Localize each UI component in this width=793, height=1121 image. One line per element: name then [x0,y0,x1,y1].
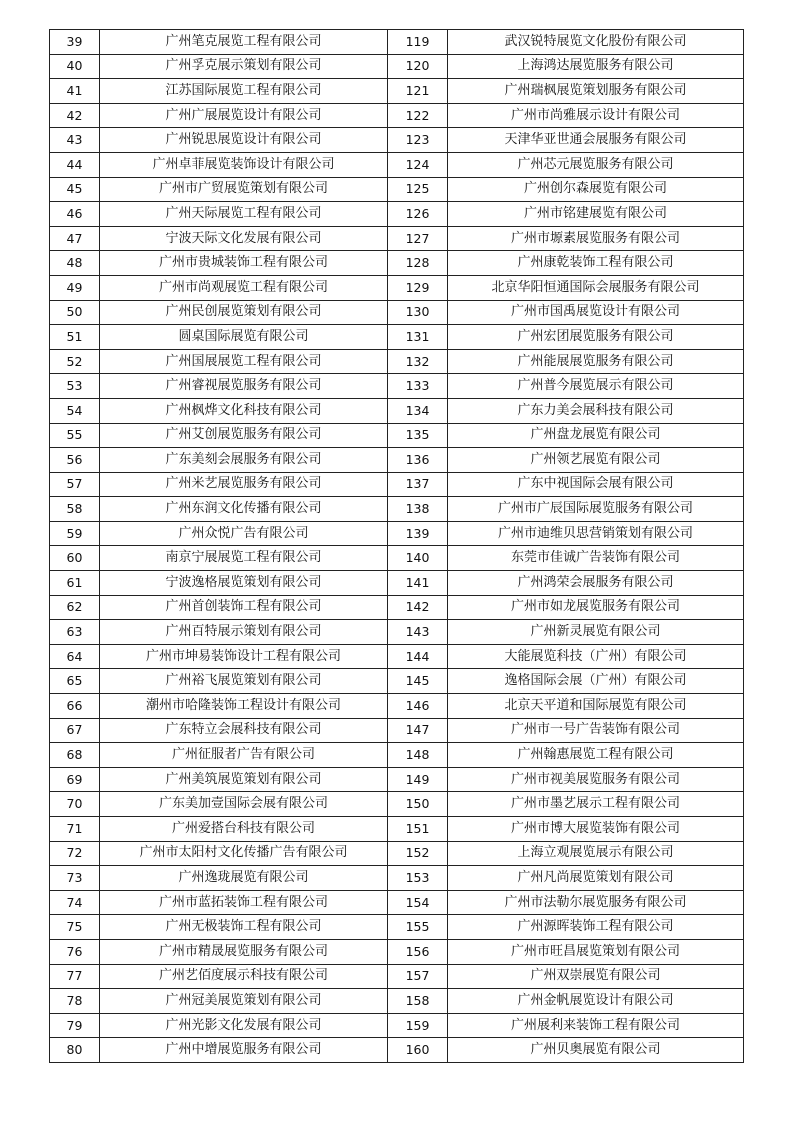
table-row [50,595,744,620]
row-number-left: 54 [50,398,100,423]
company-name-left: 广州睿视展览服务有限公司 [100,374,388,399]
company-name-right: 广州康乾装饰工程有限公司 [448,251,744,276]
row-number-right: 120 [388,54,448,79]
row-number-left: 49 [50,275,100,300]
row-number-left: 43 [50,128,100,153]
row-number-left: 70 [50,792,100,817]
company-name-right: 大能展览科技（广州）有限公司 [448,644,744,669]
company-name-left: 广州市太阳村文化传播广告有限公司 [100,841,388,866]
row-number-left: 63 [50,620,100,645]
row-number-left: 40 [50,54,100,79]
row-number-left: 66 [50,694,100,719]
row-number-right: 157 [388,964,448,989]
company-name-left: 广东特立会展科技有限公司 [100,718,388,743]
company-name-left: 广州锐思展览设计有限公司 [100,128,388,153]
table-row [50,644,744,669]
table-row [50,423,744,448]
company-name-left: 广州首创装饰工程有限公司 [100,595,388,620]
table-row [50,202,744,227]
row-number-left: 39 [50,30,100,55]
company-name-right: 广州市法勒尔展览服务有限公司 [448,890,744,915]
company-name-right: 广州普今展览展示有限公司 [448,374,744,399]
company-name-right: 广州源晖装饰工程有限公司 [448,915,744,940]
table-row [50,349,744,374]
row-number-left: 73 [50,866,100,891]
row-number-right: 153 [388,866,448,891]
row-number-left: 75 [50,915,100,940]
company-name-right: 广东中视国际会展有限公司 [448,472,744,497]
table-row [50,398,744,423]
row-number-left: 71 [50,817,100,842]
row-number-left: 72 [50,841,100,866]
row-number-right: 149 [388,767,448,792]
table-row [50,915,744,940]
company-name-right: 逸格国际会展（广州）有限公司 [448,669,744,694]
company-name-right: 广州盘龙展览有限公司 [448,423,744,448]
row-number-left: 45 [50,177,100,202]
company-name-left: 广州孚克展示策划有限公司 [100,54,388,79]
company-name-right: 广州市迪维贝思营销策划有限公司 [448,521,744,546]
company-name-right: 广州市广辰国际展览服务有限公司 [448,497,744,522]
row-number-left: 77 [50,964,100,989]
company-name-right: 广州市国禹展览设计有限公司 [448,300,744,325]
company-name-left: 广州中增展览服务有限公司 [100,1038,388,1063]
row-number-right: 144 [388,644,448,669]
row-number-right: 159 [388,1013,448,1038]
company-name-left: 广州市蓝拓装饰工程有限公司 [100,890,388,915]
company-name-right: 广州能展展览服务有限公司 [448,349,744,374]
row-number-right: 142 [388,595,448,620]
row-number-right: 141 [388,571,448,596]
table-row [50,1013,744,1038]
row-number-right: 125 [388,177,448,202]
table-row [50,890,744,915]
company-name-right: 广州创尔森展览有限公司 [448,177,744,202]
row-number-left: 80 [50,1038,100,1063]
company-table [49,29,744,1063]
row-number-left: 57 [50,472,100,497]
company-name-left: 宁波逸格展览策划有限公司 [100,571,388,596]
company-name-left: 广州逸珑展览有限公司 [100,866,388,891]
company-name-right: 广州领艺展览有限公司 [448,448,744,473]
row-number-right: 121 [388,79,448,104]
table-row [50,989,744,1014]
company-name-right: 广州新灵展览有限公司 [448,620,744,645]
row-number-right: 138 [388,497,448,522]
company-name-right: 广州金帆展览设计有限公司 [448,989,744,1014]
company-name-left: 广州众悦广告有限公司 [100,521,388,546]
table-row [50,1038,744,1063]
table-row [50,300,744,325]
company-name-left: 广州爱搭台科技有限公司 [100,817,388,842]
table-row [50,571,744,596]
company-name-left: 广东美加壹国际会展有限公司 [100,792,388,817]
row-number-right: 130 [388,300,448,325]
row-number-right: 133 [388,374,448,399]
table-row [50,743,744,768]
row-number-right: 122 [388,103,448,128]
row-number-right: 151 [388,817,448,842]
row-number-left: 58 [50,497,100,522]
table-row [50,620,744,645]
row-number-left: 74 [50,890,100,915]
row-number-right: 148 [388,743,448,768]
row-number-right: 160 [388,1038,448,1063]
company-name-left: 广州东润文化传播有限公司 [100,497,388,522]
row-number-right: 146 [388,694,448,719]
row-number-right: 143 [388,620,448,645]
company-name-left: 广州美筑展览策划有限公司 [100,767,388,792]
company-list-sheet [49,29,743,1063]
row-number-right: 139 [388,521,448,546]
company-name-left: 广州市精晟展览服务有限公司 [100,939,388,964]
row-number-left: 68 [50,743,100,768]
company-name-left: 圆桌国际展览有限公司 [100,325,388,350]
company-name-left: 广州市贵城装饰工程有限公司 [100,251,388,276]
table-row [50,866,744,891]
table-row [50,226,744,251]
company-name-right: 上海立观展览展示有限公司 [448,841,744,866]
company-name-left: 广州笔克展览工程有限公司 [100,30,388,55]
company-name-right: 广州市如龙展览服务有限公司 [448,595,744,620]
table-row [50,128,744,153]
company-name-right: 广州鸿荣会展服务有限公司 [448,571,744,596]
table-row [50,79,744,104]
company-name-right: 广州贝奥展览有限公司 [448,1038,744,1063]
row-number-right: 134 [388,398,448,423]
company-name-right: 广州宏团展览服务有限公司 [448,325,744,350]
row-number-left: 65 [50,669,100,694]
company-name-left: 广州广展展览设计有限公司 [100,103,388,128]
row-number-right: 123 [388,128,448,153]
company-name-left: 广州征服者广告有限公司 [100,743,388,768]
company-name-left: 潮州市哈隆装饰工程设计有限公司 [100,694,388,719]
row-number-right: 129 [388,275,448,300]
company-name-right: 广州瑞枫展览策划服务有限公司 [448,79,744,104]
company-name-right: 广州翰惠展览工程有限公司 [448,743,744,768]
table-row [50,767,744,792]
company-name-right: 广州市尚雅展示设计有限公司 [448,103,744,128]
row-number-left: 56 [50,448,100,473]
row-number-right: 155 [388,915,448,940]
table-row [50,251,744,276]
row-number-right: 152 [388,841,448,866]
row-number-right: 156 [388,939,448,964]
table-row [50,275,744,300]
company-name-right: 广州凡尚展览策划有限公司 [448,866,744,891]
row-number-left: 41 [50,79,100,104]
table-row [50,792,744,817]
row-number-right: 136 [388,448,448,473]
row-number-left: 52 [50,349,100,374]
company-name-right: 广州市视美展览服务有限公司 [448,767,744,792]
table-row [50,374,744,399]
company-name-right: 东莞市佳诚广告装饰有限公司 [448,546,744,571]
table-row [50,546,744,571]
table-row [50,472,744,497]
row-number-left: 44 [50,152,100,177]
company-name-right: 广州双崇展览有限公司 [448,964,744,989]
table-row [50,964,744,989]
row-number-right: 145 [388,669,448,694]
company-name-left: 广州艾创展览服务有限公司 [100,423,388,448]
row-number-left: 79 [50,1013,100,1038]
row-number-right: 119 [388,30,448,55]
table-row [50,669,744,694]
company-name-right: 广东力美会展科技有限公司 [448,398,744,423]
row-number-right: 131 [388,325,448,350]
table-row [50,939,744,964]
row-number-left: 50 [50,300,100,325]
row-number-left: 61 [50,571,100,596]
company-name-right: 广州芯元展览服务有限公司 [448,152,744,177]
company-name-left: 广州枫烨文化科技有限公司 [100,398,388,423]
table-row [50,448,744,473]
company-name-right: 北京天平道和国际展览有限公司 [448,694,744,719]
company-name-left: 广州艺佰度展示科技有限公司 [100,964,388,989]
row-number-left: 46 [50,202,100,227]
table-row [50,325,744,350]
row-number-right: 135 [388,423,448,448]
company-name-right: 上海鸿达展览服务有限公司 [448,54,744,79]
company-name-right: 广州市旺昌展览策划有限公司 [448,939,744,964]
company-name-right: 武汉锐特展览文化股份有限公司 [448,30,744,55]
company-name-left: 宁波天际文化发展有限公司 [100,226,388,251]
row-number-right: 127 [388,226,448,251]
row-number-left: 60 [50,546,100,571]
table-row [50,30,744,55]
company-name-left: 广州光影文化发展有限公司 [100,1013,388,1038]
company-name-left: 广州国展展览工程有限公司 [100,349,388,374]
row-number-left: 62 [50,595,100,620]
row-number-left: 64 [50,644,100,669]
company-name-left: 广州市坤易装饰设计工程有限公司 [100,644,388,669]
company-name-right: 广州市铭建展览有限公司 [448,202,744,227]
row-number-left: 48 [50,251,100,276]
company-name-right: 北京华阳恒通国际会展服务有限公司 [448,275,744,300]
company-table-body [50,30,744,1063]
row-number-right: 158 [388,989,448,1014]
row-number-left: 55 [50,423,100,448]
table-row [50,694,744,719]
company-name-right: 广州市塬素展览服务有限公司 [448,226,744,251]
row-number-right: 126 [388,202,448,227]
table-row [50,152,744,177]
table-row [50,841,744,866]
table-row [50,497,744,522]
row-number-right: 137 [388,472,448,497]
company-name-left: 广州冠美展览策划有限公司 [100,989,388,1014]
table-row [50,817,744,842]
company-name-left: 广州无极装饰工程有限公司 [100,915,388,940]
row-number-left: 78 [50,989,100,1014]
company-name-right: 天津华亚世通会展服务有限公司 [448,128,744,153]
row-number-left: 47 [50,226,100,251]
company-name-right: 广州展利来装饰工程有限公司 [448,1013,744,1038]
row-number-left: 76 [50,939,100,964]
table-row [50,177,744,202]
row-number-right: 150 [388,792,448,817]
row-number-right: 154 [388,890,448,915]
table-row [50,103,744,128]
company-name-left: 广州市广贸展览策划有限公司 [100,177,388,202]
company-name-left: 江苏国际展览工程有限公司 [100,79,388,104]
company-name-left: 广东美刻会展服务有限公司 [100,448,388,473]
company-name-right: 广州市墨艺展示工程有限公司 [448,792,744,817]
row-number-right: 124 [388,152,448,177]
company-name-left: 广州卓菲展览装饰设计有限公司 [100,152,388,177]
row-number-left: 67 [50,718,100,743]
row-number-right: 140 [388,546,448,571]
table-row [50,718,744,743]
row-number-left: 53 [50,374,100,399]
company-name-left: 南京宁展展览工程有限公司 [100,546,388,571]
row-number-left: 51 [50,325,100,350]
row-number-right: 147 [388,718,448,743]
row-number-right: 128 [388,251,448,276]
company-name-left: 广州裕飞展览策划有限公司 [100,669,388,694]
company-name-left: 广州天际展览工程有限公司 [100,202,388,227]
company-name-left: 广州米艺展览服务有限公司 [100,472,388,497]
company-name-right: 广州市一号广告装饰有限公司 [448,718,744,743]
company-name-left: 广州百特展示策划有限公司 [100,620,388,645]
row-number-right: 132 [388,349,448,374]
row-number-left: 69 [50,767,100,792]
table-row [50,54,744,79]
company-name-left: 广州民创展览策划有限公司 [100,300,388,325]
row-number-left: 59 [50,521,100,546]
row-number-left: 42 [50,103,100,128]
company-name-left: 广州市尚观展览工程有限公司 [100,275,388,300]
company-name-right: 广州市博大展览装饰有限公司 [448,817,744,842]
table-row [50,521,744,546]
